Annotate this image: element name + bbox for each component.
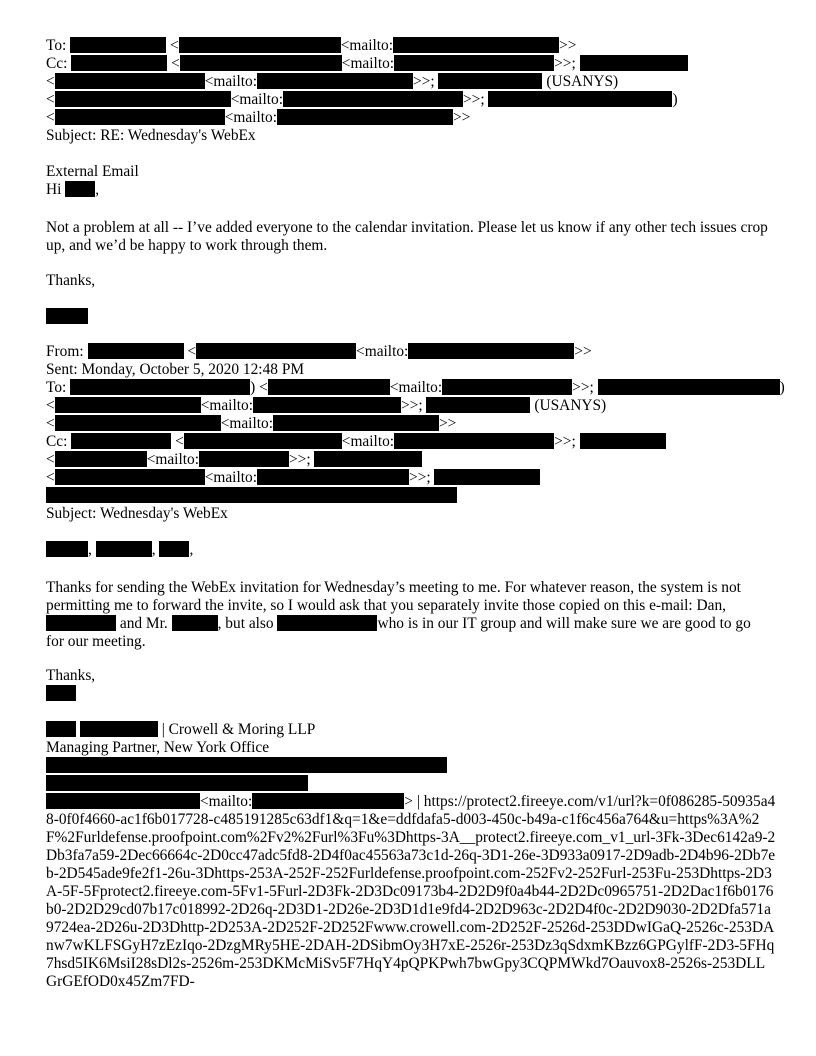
signature-link-block: <mailto: > | https://protect2.fireeye.com/v1/url?k=0f086285-50935a48-0f0f4660-ac1f6b017728-c485191285c63df1&q=1&e=ddfdafa5-d003-450c-b49a-c1f6c456a764&u=https%3A%2F%2Furldefense.proofpoint.com%2Fv2%2Furl%3Fu%3Dhttps-3A__protect2.fireeye.com_v1_url-3Fk-3Dec6142a9-2Db3fa7a59-2Dec66664c-2D0cc47adc5fd8-2D4f0ac45563a73c1d-26q-3D1-26e-3D933a0917-2D9adb-2D4b96-2Db7eb-2D545ade9fe2f1-26u-3Dhttps-253A-252F-252Furldefense.proofpoint.com-252Fv2-252Furl-253Fu-253Dhttps-2D3A-5F-5Fprotect2.fireeye.com-5Fv1-5Furl-2D3Fk-2D3Dc09173b4-2D2D9f0a4b44-2D2Dc0965751-2D2Dac1f6b0176b0-2D2D29cd07b17c018992-2D26q-2D3D1-2D26e-2D3D1d1e9fd4-2D2D963c-2D2D4f0c-2D2D9030-2D2Dfa571a9724ea-2D26u-2D3Dhttp-2D253A-2D252F-2D252Fwww.crowell.com-2D252F-2526d-253DDwIGaQ-2526c-253DAnw7wKLFSGyH7zEzIqo-2DzgMRy5HE-2DAH-2DSibmOy3H7xE-2526r-253Dz3qSdxmKBzz6GPGylfF-2D3-5FHq7hsd5IK6MsiI28sDl2s-2526m-253DKMcMiSv5F7HqY4pQPKPwh7bwGpy3CQPMWkd7Oauvox8-2526s-253DLLGrGEfOD0x45Zm7FD- (46, 793, 776, 990)
external-email-tag: External Email (46, 163, 139, 180)
redaction-block (180, 55, 342, 71)
protected-url-link[interactable]: https://protect2.fireeye.com/v1/url?k=0f086285-50935a48-0f0f4660-ac1f6b017728-c485191285c63df1&q=1&e=ddfdafa5-d003-450c-b49a-c1f6c456a764&u=https%3A%2F%2Furldefense.proofpoint.com%2Fv2%2Furl%3Fu%3Dhttps-3A__protect2.fireeye.com_v1_url-3Fk-3Dec6142a9-2Db3fa7a59-2Dec66664c-2D0cc47adc5fd8-2D4f0ac45563a73c1d-26q-3D1-26e-3D933a0917-2D9adb-2D4b96-2Db7eb-2D545ade9fe2f1-26u-3Dhttps-253A-252F-252Furldefense.proofpoint.com-252Fv2-252Furl-253Fu-253Dhttps-2D3A-5F-5Fprotect2.fireeye.com-5Fv1-5Furl-2D3Fk-2D3Dc09173b4-2D2D9f0a4b44-2D2Dc0965751-2D2Dac1f6b0176b0-2D2D29cd07b17c018992-2D26q-2D3D1-2D26e-2D3D1d1e9fd4-2D2D963c-2D2D4f0c-2D2D9030-2D2Dfa571a9724ea-2D26u-2D3Dhttp-2D253A-2D252F-2D252Fwww.crowell.com-2D252F-2526d-253DDwIGaQ-2526c-253DAnw7wKLFSGyH7zEzIqo-2DzgMRy5HE-2DAH-2DSibmOy3H7xE-2526r-253Dz3qSdxmKBzz6GPGylfF-2D3-5FHq7hsd5IK6MsiI28sDl2s-2526m-253DKMcMiSv5F7HqY4pQPKPwh7bwGpy3CQPMWkd7Oauvox8-2526s-253DLLGrGEfOD0x45Zm7FD- (46, 793, 776, 990)
redaction-block (55, 415, 221, 431)
redaction-block (393, 37, 559, 53)
original-to-line-2: < <mailto: >>; (USANYS) (46, 397, 607, 414)
reply-cc-line-4: < <mailto: >> (46, 109, 471, 126)
redaction-block (65, 181, 95, 197)
redaction-block (580, 55, 688, 71)
original-cc-line-2: < <mailto: >>; (46, 451, 422, 469)
mailto-text: <mailto: (146, 451, 199, 468)
redaction-block (55, 109, 225, 125)
redaction-block (314, 451, 422, 467)
signature-address-1 (46, 757, 447, 775)
mailto-text: <mailto: (204, 469, 257, 486)
mailto-text: <mailto: (200, 397, 253, 414)
redaction-block (55, 469, 205, 485)
redaction-block (598, 379, 780, 395)
redaction-block (159, 541, 189, 557)
redaction-block (426, 397, 530, 413)
mailto-text: <mailto: (356, 343, 409, 360)
redaction-block (46, 615, 116, 631)
redaction-block (55, 73, 205, 89)
signature-title: Managing Partner, New York Office (46, 739, 270, 756)
redaction-block (408, 343, 574, 359)
to-label: To: (46, 379, 67, 396)
redaction-block (253, 397, 401, 413)
cc-label: Cc: (46, 433, 68, 450)
redaction-block (199, 451, 289, 467)
redaction-block (442, 379, 572, 395)
redaction-block (55, 451, 147, 467)
redaction-block (394, 55, 554, 71)
reply-body: Not a problem at all -- I’ve added everyone to the calendar invitation. Please let us know if any other tech issues crop up, and we’d be happy to work through them. (46, 219, 768, 254)
redaction-block (283, 91, 463, 107)
original-to-line-3: < <mailto: >> (46, 415, 457, 432)
redaction-block (46, 757, 447, 773)
reply-cc-line-2: < <mailto: >>; (USANYS) (46, 73, 619, 90)
redaction-block (252, 793, 404, 809)
firm-name: | Crowell & Moring LLP (161, 721, 316, 738)
redaction-block (179, 37, 341, 53)
usanys-text: (USANYS) (534, 397, 607, 414)
reply-to-line: To: < <mailto: >> (46, 37, 577, 54)
usanys-text: (USANYS) (546, 73, 619, 90)
redaction-block (268, 379, 390, 395)
original-subject: Subject: Wednesday's WebEx (46, 505, 228, 522)
reply-subject: Subject: RE: Wednesday's WebEx (46, 127, 256, 144)
redaction-block (71, 433, 171, 449)
reply-cc-line-3: < <mailto: >>; ) (46, 91, 678, 108)
original-thanks: Thanks, (46, 667, 96, 684)
redaction-block (277, 109, 453, 125)
to-label: To: (46, 37, 67, 54)
original-from-line: From: < <mailto: >> (46, 343, 592, 360)
reply-signer (46, 308, 88, 326)
redaction-block (46, 487, 457, 503)
reply-thanks: Thanks, (46, 272, 96, 289)
redaction-block (71, 55, 167, 71)
redaction-block (46, 685, 76, 701)
redaction-block (96, 541, 152, 557)
redaction-block (277, 615, 377, 631)
redaction-block (55, 91, 231, 107)
mailto-text: <mailto: (340, 37, 394, 54)
original-to-line: To: ) < <mailto: >>; ) (46, 379, 785, 396)
original-cc-line-3: < <mailto: >>; (46, 469, 540, 487)
original-signer (46, 685, 76, 703)
mailto-text: <mailto: (200, 793, 253, 810)
redaction-block (172, 615, 218, 631)
signature-address-2 (46, 775, 308, 793)
original-salutation: , , , (46, 541, 193, 559)
redaction-block (394, 433, 554, 449)
reply-greeting: Hi , (46, 181, 100, 198)
redaction-block (70, 379, 250, 395)
redaction-block (196, 343, 356, 359)
redaction-block (438, 73, 542, 89)
original-body: Thanks for sending the WebEx invitation for Wednesday’s meeting to me. For whatever reason, the system is not permitting me to forward the invite, so I would ask that you separately invite those copied on this e-mail: Dan, and Mr. , but also who is in our IT group and will make sure we are good to go for our meeting. (46, 579, 751, 650)
redaction-block (257, 469, 409, 485)
redaction-block (80, 721, 158, 737)
redaction-block (46, 721, 76, 737)
mailto-text: <mailto: (224, 109, 277, 126)
redaction-block (580, 433, 666, 449)
original-cc-line-4 (46, 487, 457, 505)
redaction-block (257, 73, 413, 89)
mailto-text: <mailto: (389, 379, 443, 396)
redaction-block (46, 308, 88, 324)
redaction-block (46, 793, 200, 809)
original-cc-line: Cc: < <mailto: >>; (46, 433, 666, 451)
mailto-text: <mailto: (204, 73, 257, 90)
redaction-block (273, 415, 439, 431)
redaction-block (434, 469, 540, 485)
reply-cc-line: Cc: < <mailto: >>; (46, 55, 688, 73)
mailto-text: <mailto: (341, 55, 395, 72)
original-sent: Sent: Monday, October 5, 2020 12:48 PM (46, 361, 305, 378)
mailto-text: <mailto: (230, 91, 283, 108)
redaction-block (184, 433, 342, 449)
mailto-text: <mailto: (341, 433, 395, 450)
redaction-block (55, 397, 201, 413)
mailto-text: <mailto: (220, 415, 273, 432)
from-label: From: (46, 343, 84, 360)
redaction-block (488, 91, 672, 107)
redaction-block (88, 343, 184, 359)
cc-label: Cc: (46, 55, 68, 72)
redaction-block (46, 541, 88, 557)
signature-name-line (46, 721, 315, 739)
redaction-block (70, 37, 166, 53)
redaction-block (46, 775, 308, 791)
